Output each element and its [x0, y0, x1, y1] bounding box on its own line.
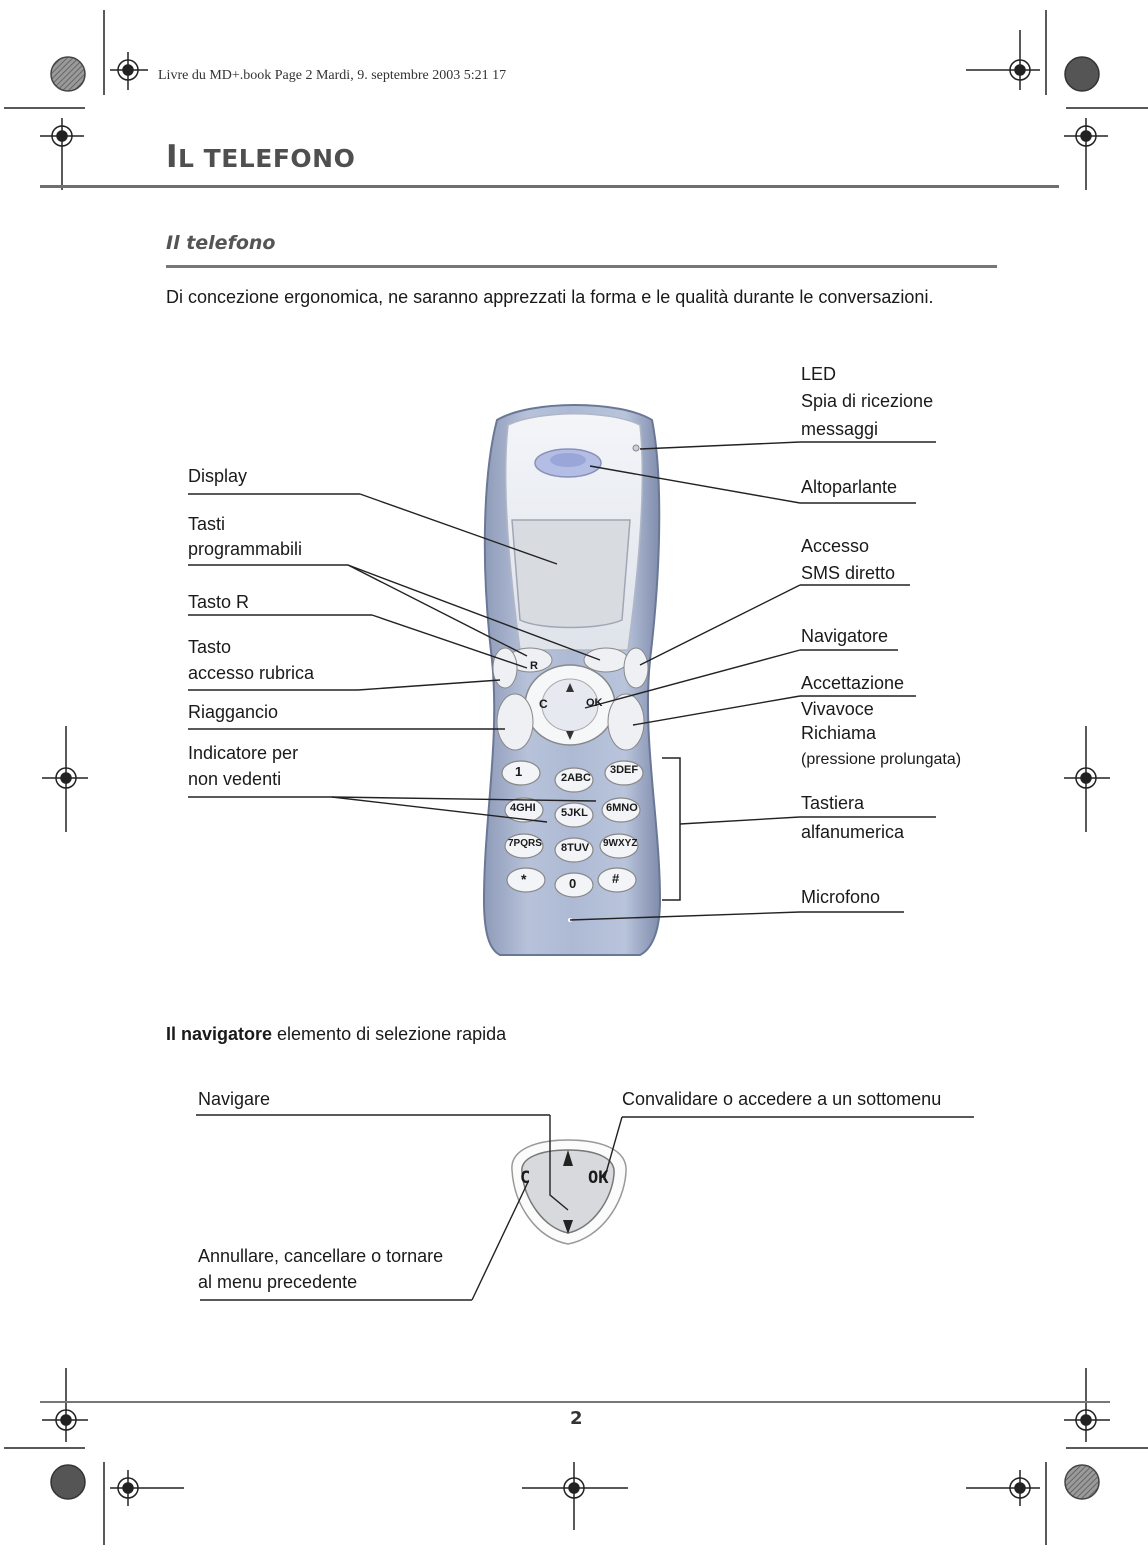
label-vivavoce: Vivavoce	[801, 699, 874, 719]
label-accettazione: Accettazione	[801, 673, 905, 693]
label-tastiera: Tastiera	[801, 793, 865, 813]
accept-key	[608, 694, 644, 750]
label-sms-diretto: SMS diretto	[801, 563, 896, 583]
key-5: 5JKL	[561, 807, 588, 819]
label-navigatore: Navigatore	[801, 626, 889, 646]
navigator-ok-glyph: OK	[588, 1168, 609, 1188]
phone-illustration	[484, 405, 660, 955]
nav-key-ok: OK	[586, 697, 603, 709]
sms-key	[624, 648, 648, 688]
hangup-key	[497, 694, 533, 750]
section-rule	[166, 265, 997, 268]
chapter-title	[166, 139, 355, 175]
label-riaggancio: Riaggancio	[188, 702, 279, 722]
key-0: 0	[569, 876, 577, 891]
softkey-right	[584, 648, 628, 672]
label-accesso-rubrica: accesso rubrica	[188, 663, 315, 683]
label-programmabili: programmabili	[188, 539, 303, 559]
label-tasto-r: Tasto R	[188, 592, 250, 612]
navigator-caption-rest: elemento di selezione rapida	[272, 1024, 507, 1044]
label-indicatore: Indicatore per	[188, 743, 299, 763]
label-tasto: Tasto	[188, 637, 232, 657]
key-8: 8TUV	[561, 842, 590, 854]
keypad-bracket	[662, 758, 680, 900]
label-pressione-prolungata: (pressione prolungata)	[801, 751, 962, 768]
label-spia-line1: Spia di ricezione	[801, 391, 934, 411]
book-header-note: Livre du MD+.book Page 2 Mardi, 9. septembre 2003 5:21 17	[158, 68, 507, 83]
key-4: 4GHI	[510, 802, 536, 814]
key-6: 6MNO	[606, 802, 638, 814]
navigator-caption-bold: Il navigatore	[166, 1024, 273, 1044]
label-non-vedenti: non vedenti	[188, 769, 282, 789]
navigator-caption	[166, 1024, 506, 1045]
key-1: 1	[515, 764, 523, 779]
label-altoparlante: Altoparlante	[801, 477, 898, 497]
key-7: 7PQRS	[508, 838, 542, 849]
chapter-title-rest: L TELEFONO	[178, 144, 356, 173]
label-microfono: Microfono	[801, 887, 881, 907]
chapter-rule	[40, 185, 1059, 188]
label-tasti: Tasti	[188, 514, 226, 534]
key-hash: #	[612, 871, 620, 886]
key-3: 3DEF	[610, 764, 639, 776]
key-2: 2ABC	[561, 772, 591, 784]
key-star: *	[521, 871, 527, 887]
label-led: LED	[801, 364, 837, 384]
navigator-illustration	[512, 1140, 626, 1244]
r-key-glyph: R	[530, 660, 538, 672]
label-annullare-line1: Annullare, cancellare o tornare	[198, 1246, 444, 1266]
chapter-title-initial: I	[166, 139, 179, 175]
nav-key-c: C	[539, 697, 548, 711]
label-convalidare: Convalidare o accedere a un sottomenu	[622, 1089, 942, 1109]
intro-paragraph: Di concezione ergonomica, ne saranno apprezzati la forma e le qualità durante le conversazioni.	[166, 287, 934, 307]
key-9: 9WXYZ	[603, 838, 638, 849]
label-richiama: Richiama	[801, 723, 877, 743]
navigator-c-glyph: C	[520, 1168, 531, 1188]
display-window	[512, 520, 630, 628]
label-navigare: Navigare	[198, 1089, 271, 1109]
label-alfanumerica: alfanumerica	[801, 822, 905, 842]
label-accesso: Accesso	[801, 536, 870, 556]
page-number: 2	[570, 1408, 583, 1429]
led-dot	[633, 445, 639, 451]
section-title: Il telefono	[166, 232, 276, 254]
label-spia-line2: messaggi	[801, 419, 879, 439]
label-annullare-line2: al menu precedente	[198, 1272, 358, 1292]
phonebook-key	[493, 648, 517, 688]
label-display: Display	[188, 466, 248, 486]
